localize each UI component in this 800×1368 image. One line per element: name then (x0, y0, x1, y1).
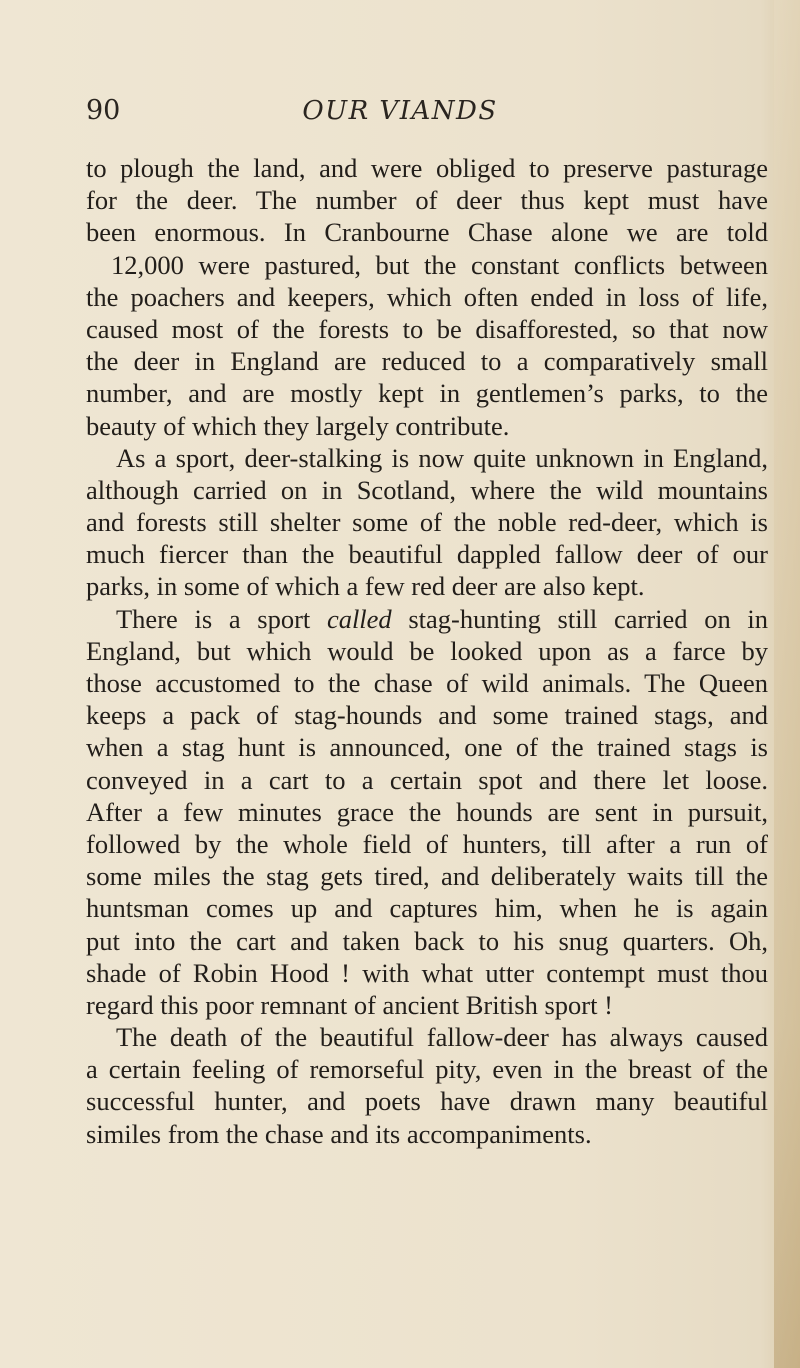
text-line: conveyed in a cart to a certain spot and there let loose. (86, 764, 768, 795)
body-text (86, 152, 768, 1150)
text-line: and forests still shelter some of the noble red-deer, which is (86, 507, 768, 538)
paragraph-start-line: The death of the beautiful fallow-deer has always caused (116, 1022, 768, 1053)
paragraph-end-line: regard this poor remnant of ancient British sport ! (86, 989, 613, 1020)
text-line: keeps a pack of stag-hounds and some trained stags, and (86, 700, 768, 731)
text-line: shade of Robin Hood ! with what utter contempt must thou (86, 957, 768, 988)
paragraph-start-line: As a sport, deer-stalking is now quite unknown in England, (116, 442, 768, 473)
text-line: although carried on in Scotland, where the wild mountains (86, 474, 768, 505)
text-line: the deer in England are reduced to a comparatively small (86, 346, 768, 377)
running-title: OUR VIANDS (302, 96, 498, 126)
text-line: huntsman comes up and captures him, when he is again (86, 893, 768, 924)
text-line: number, and are mostly kept in gentlemen’s parks, to the (86, 378, 768, 409)
text-line: to plough the land, and were obliged to preserve pasturage (86, 153, 768, 183)
text-line: been enormous. In Cranbourne Chase alone we are told (86, 217, 768, 248)
page-number: 90 (86, 95, 121, 126)
text-line: when a stag hunt is announced, one of the trained stags is (86, 732, 768, 763)
page-header (0, 93, 800, 129)
paragraph-end-line: parks, in some of which a few red deer are also kept. (86, 571, 645, 602)
text-line: those accustomed to the chase of wild animals. The Queen (86, 668, 768, 698)
text-line: After a few minutes grace the hounds are sent in pursuit, (86, 796, 768, 827)
paragraph-start-line (86, 603, 768, 635)
text-line: much fiercer than the beautiful dappled fallow deer of our (86, 539, 768, 570)
text-line: England, but which would be looked upon as a farce by (86, 635, 768, 666)
text-line: the poachers and keepers, which often ended in loss of life, (86, 281, 768, 312)
paragraph-end-line: similes from the chase and its accompaniments. (86, 1118, 592, 1149)
text-line: followed by the whole field of hunters, till after a run of (86, 828, 768, 859)
line-text-before: There is a sport (116, 603, 327, 634)
text-line: for the deer. The number of deer thus kept must have (86, 185, 768, 216)
italic-word: called (326, 603, 392, 634)
text-line: caused most of the forests to be disafforested, so that now (86, 313, 768, 344)
page-edge-discoloration (774, 0, 800, 1368)
text-line: a certain feeling of remorseful pity, even in the breast of the (86, 1054, 768, 1085)
text-line: put into the cart and taken back to his snug quarters. Oh, (86, 925, 768, 956)
line-text-after: stag-hunting still carried on in (391, 603, 768, 634)
text-line: successful hunter, and poets have drawn many beautiful (86, 1086, 768, 1117)
paragraph-end-line: beauty of which they largely contribute. (86, 410, 510, 441)
text-line: 12,000 were pastured, but the constant conflicts between (111, 249, 768, 280)
text-line: some miles the stag gets tired, and deliberately waits till the (86, 861, 768, 892)
